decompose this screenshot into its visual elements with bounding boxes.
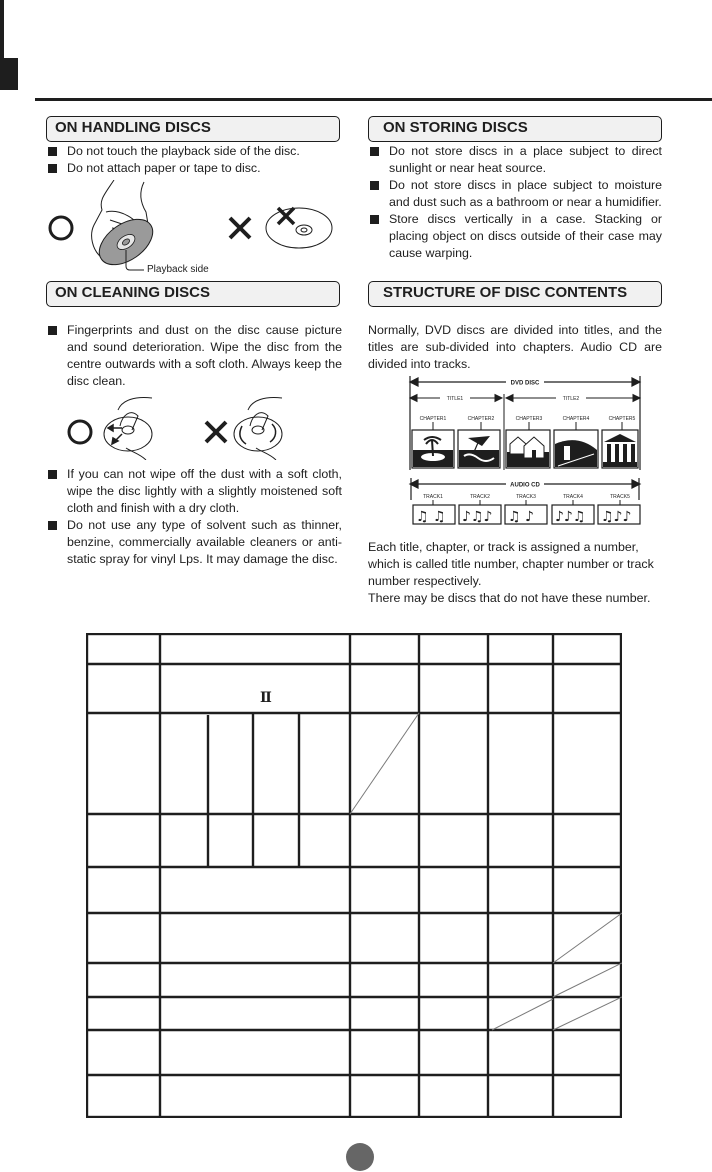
dvd-disc-label: DVD DISC bbox=[510, 380, 540, 387]
ng-cross-icon bbox=[206, 422, 226, 442]
svg-text:TRACK5: TRACK5 bbox=[610, 494, 630, 500]
na-diagonal bbox=[553, 913, 622, 963]
storing-heading: ON STORING DISCS bbox=[368, 116, 662, 142]
roman-two-glyph: Ⅱ bbox=[260, 690, 272, 706]
svg-text:CHAPTER2: CHAPTER2 bbox=[467, 416, 495, 422]
cleaning-list-2 bbox=[46, 466, 342, 568]
svg-text:TRACK3: TRACK3 bbox=[516, 494, 536, 500]
na-diagonal bbox=[553, 997, 622, 1030]
handling-list bbox=[46, 143, 346, 177]
audio-cd-label: AUDIO CD bbox=[510, 482, 540, 489]
structure-heading: STRUCTURE OF DISC CONTENTS bbox=[368, 281, 662, 307]
page-number-dot bbox=[346, 1143, 374, 1171]
ok-circle-icon bbox=[69, 421, 91, 443]
svg-text:♪♪♫: ♪♪♫ bbox=[555, 509, 586, 525]
cleaning-illustration bbox=[60, 390, 310, 460]
title2-label: TITLE2 bbox=[562, 396, 580, 402]
handling-bullet: Do not attach paper or tape to disc. bbox=[46, 160, 346, 177]
disc-structure-diagram bbox=[408, 374, 642, 526]
storing-bullet: Do not store discs in place subject to moisture and dust such as a bathroom or near a humidifier. bbox=[368, 177, 662, 211]
structure-intro: Normally, DVD discs are divided into titles, and the titles are sub-divided into chapters. Audio CD are divided into tracks. bbox=[368, 323, 662, 371]
structure-outro bbox=[368, 539, 678, 607]
ok-circle-icon bbox=[50, 217, 72, 239]
na-diagonal bbox=[350, 713, 419, 814]
chapter-row bbox=[412, 416, 638, 468]
svg-text:TRACK1: TRACK1 bbox=[423, 494, 443, 500]
cleaning-bullet: If you can not wipe off the dust with a soft cloth, wipe the disc lightly with a slightly moistened soft cloth and finish with a dry cloth. bbox=[46, 466, 342, 517]
storing-list bbox=[368, 143, 662, 262]
section-tab-block bbox=[0, 58, 18, 90]
disc-compatibility-table bbox=[86, 633, 622, 1118]
outro-line: Each title, chapter, or track is assigned a number, bbox=[368, 540, 639, 554]
outro-line: There may be discs that do not have these number. bbox=[368, 591, 651, 605]
cleaning-bullet: Fingerprints and dust on the disc cause picture and sound deterioration. Wipe the disc from the centre outwards with a soft cloth. Always keep the disc clean. bbox=[46, 322, 342, 390]
svg-text:♫♪♪: ♫♪♪ bbox=[601, 509, 632, 525]
ng-cross-icon bbox=[230, 218, 250, 238]
handling-bullet: Do not touch the playback side of the disc. bbox=[46, 143, 346, 160]
storing-bullet: Do not store discs in a place subject to direct sunlight or near heat source. bbox=[368, 143, 662, 177]
svg-text:CHAPTER4: CHAPTER4 bbox=[562, 416, 590, 422]
svg-text:CHAPTER1: CHAPTER1 bbox=[419, 416, 447, 422]
svg-text:CHAPTER3: CHAPTER3 bbox=[515, 416, 543, 422]
svg-text:TRACK4: TRACK4 bbox=[563, 494, 583, 500]
playback-side-caption: Playback side bbox=[147, 264, 209, 275]
svg-text:TRACK2: TRACK2 bbox=[470, 494, 490, 500]
wiping-circular-icon bbox=[234, 398, 282, 461]
svg-text:♫ ♪: ♫ ♪ bbox=[508, 509, 534, 525]
cleaning-bullet: Do not use any type of solvent such as thinner, benzine, commercially available cleaners or anti-static spray for vinyl Lps. It may damage the disc. bbox=[46, 517, 342, 568]
title1-label: TITLE1 bbox=[446, 396, 464, 402]
track-row bbox=[413, 494, 640, 525]
outro-line: which is called title number, chapter number or track bbox=[368, 557, 654, 571]
disc-icon bbox=[266, 208, 332, 248]
handling-heading: ON HANDLING DISCS bbox=[46, 116, 340, 142]
storing-bullet: Store discs vertically in a case. Stacking or placing object on discs outside of their case may cause warping. bbox=[368, 211, 662, 262]
svg-text:♫ ♫: ♫ ♫ bbox=[416, 509, 446, 525]
na-diagonal bbox=[553, 963, 622, 997]
cleaning-heading: ON CLEANING DISCS bbox=[46, 281, 340, 307]
svg-text:CHAPTER5: CHAPTER5 bbox=[608, 416, 636, 422]
outro-line: number respectively. bbox=[368, 574, 482, 588]
na-diagonal bbox=[492, 999, 553, 1030]
cleaning-list-1 bbox=[46, 322, 342, 390]
header-rule bbox=[35, 98, 712, 101]
svg-text:♪♫♪: ♪♫♪ bbox=[462, 509, 493, 525]
